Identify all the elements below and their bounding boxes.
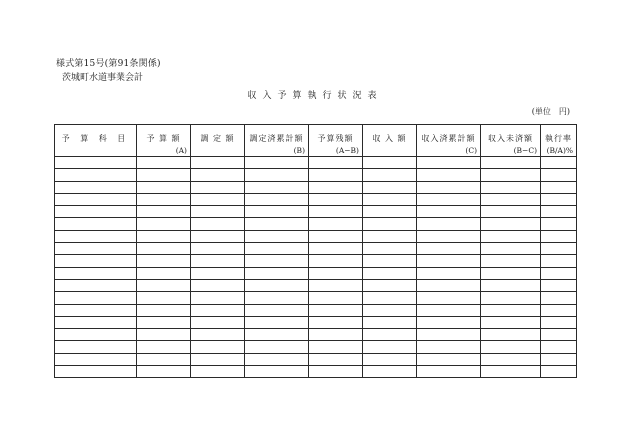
table-cell[interactable] (245, 157, 309, 169)
table-cell[interactable] (363, 279, 417, 291)
table-cell[interactable] (245, 292, 309, 304)
table-cell[interactable] (481, 243, 541, 255)
table-row (55, 243, 577, 255)
table-cell[interactable] (417, 316, 481, 328)
table-cell[interactable] (309, 353, 363, 365)
table-cell[interactable] (55, 218, 137, 230)
table-cell[interactable] (137, 292, 191, 304)
table-cell[interactable] (417, 206, 481, 218)
table-cell[interactable] (137, 193, 191, 205)
table-cell[interactable] (417, 255, 481, 267)
table-cell[interactable] (481, 193, 541, 205)
table-header-row (55, 125, 577, 157)
table-row (55, 255, 577, 267)
column-label: 収入済累計額 (421, 134, 476, 143)
table-cell[interactable] (481, 181, 541, 193)
table-cell[interactable] (191, 218, 245, 230)
header-uncollected-amount (481, 125, 541, 157)
table-cell[interactable] (191, 255, 245, 267)
table-row (55, 169, 577, 181)
table-cell[interactable] (481, 341, 541, 353)
column-sublabel: (B) (293, 146, 305, 155)
table-row (55, 157, 577, 169)
table-cell[interactable] (191, 304, 245, 316)
table-cell[interactable] (191, 243, 245, 255)
table-cell[interactable] (363, 181, 417, 193)
table-cell[interactable] (245, 366, 309, 378)
table-cell[interactable] (363, 243, 417, 255)
table-cell[interactable] (309, 193, 363, 205)
table-cell[interactable] (417, 366, 481, 378)
table-cell[interactable] (191, 279, 245, 291)
column-label: 予算残額 (317, 134, 354, 143)
table-cell[interactable] (191, 267, 245, 279)
column-label: 収 入 額 (372, 134, 407, 143)
table-cell[interactable] (541, 206, 577, 218)
header-revenue-amount (363, 125, 417, 157)
table-cell[interactable] (363, 206, 417, 218)
table-cell[interactable] (191, 206, 245, 218)
table-cell[interactable] (417, 304, 481, 316)
table-cell[interactable] (245, 279, 309, 291)
table-cell[interactable] (363, 255, 417, 267)
table-row (55, 366, 577, 378)
table-cell[interactable] (363, 157, 417, 169)
header-budget-item (55, 125, 137, 157)
table-cell[interactable] (55, 316, 137, 328)
table-row (55, 279, 577, 291)
header-execution-rate (541, 125, 577, 157)
table-cell[interactable] (55, 353, 137, 365)
table-cell[interactable] (55, 279, 137, 291)
table-cell[interactable] (137, 279, 191, 291)
table-cell[interactable] (541, 341, 577, 353)
table-cell[interactable] (309, 292, 363, 304)
table-cell[interactable] (137, 181, 191, 193)
column-label: 調定済累計額 (249, 134, 304, 143)
table-cell[interactable] (481, 267, 541, 279)
table-cell[interactable] (137, 243, 191, 255)
table-cell[interactable] (137, 255, 191, 267)
unit-label: (単位 円) (531, 107, 570, 116)
table-cell[interactable] (55, 206, 137, 218)
table-cell[interactable] (137, 316, 191, 328)
table-cell[interactable] (137, 366, 191, 378)
table-cell[interactable] (541, 292, 577, 304)
table-cell[interactable] (245, 193, 309, 205)
header-assessed-cumulative (245, 125, 309, 157)
table-cell[interactable] (541, 304, 577, 316)
table-cell[interactable] (245, 218, 309, 230)
header-budget-amount (137, 125, 191, 157)
table-cell[interactable] (309, 157, 363, 169)
table-row (55, 230, 577, 242)
table-cell[interactable] (481, 329, 541, 341)
table-row (55, 353, 577, 365)
table-cell[interactable] (55, 267, 137, 279)
table-cell[interactable] (309, 230, 363, 242)
table-cell[interactable] (417, 341, 481, 353)
table-cell[interactable] (309, 316, 363, 328)
table-cell[interactable] (417, 193, 481, 205)
table-cell[interactable] (55, 329, 137, 341)
table-row (55, 267, 577, 279)
table-cell[interactable] (137, 267, 191, 279)
organization-name: 茨城町水道事業会計 (62, 73, 144, 83)
table-cell[interactable] (309, 218, 363, 230)
table-cell[interactable] (363, 304, 417, 316)
table-cell[interactable] (309, 206, 363, 218)
table-cell[interactable] (55, 304, 137, 316)
column-sublabel: (A) (175, 146, 187, 155)
table-cell[interactable] (245, 316, 309, 328)
table-cell[interactable] (191, 329, 245, 341)
table-cell[interactable] (417, 181, 481, 193)
table-cell[interactable] (541, 316, 577, 328)
column-label: 収入未済額 (488, 134, 533, 143)
table-cell[interactable] (363, 292, 417, 304)
header-budget-remaining (309, 125, 363, 157)
table-cell[interactable] (481, 316, 541, 328)
table-cell[interactable] (481, 304, 541, 316)
column-label: 調 定 額 (200, 134, 235, 143)
table-cell[interactable] (417, 353, 481, 365)
table-cell[interactable] (309, 279, 363, 291)
header-revenue-cumulative (417, 125, 481, 157)
table-cell[interactable] (245, 206, 309, 218)
table-cell[interactable] (541, 267, 577, 279)
table-row (55, 316, 577, 328)
table-cell[interactable] (309, 181, 363, 193)
table-cell[interactable] (55, 341, 137, 353)
table-row (55, 292, 577, 304)
table-cell[interactable] (137, 353, 191, 365)
table-cell[interactable] (541, 366, 577, 378)
table-cell[interactable] (481, 292, 541, 304)
table-cell[interactable] (191, 230, 245, 242)
table-cell[interactable] (137, 218, 191, 230)
table-cell[interactable] (541, 243, 577, 255)
header-assessed-amount (191, 125, 245, 157)
table-cell[interactable] (417, 218, 481, 230)
table-row (55, 341, 577, 353)
table-cell[interactable] (417, 243, 481, 255)
table-cell[interactable] (417, 292, 481, 304)
table-cell[interactable] (481, 353, 541, 365)
table-cell[interactable] (245, 341, 309, 353)
table-cell[interactable] (191, 366, 245, 378)
column-label: 予 算 科 目 (61, 134, 130, 143)
table-cell[interactable] (191, 353, 245, 365)
table-cell[interactable] (309, 304, 363, 316)
table-cell[interactable] (541, 181, 577, 193)
table-cell[interactable] (417, 279, 481, 291)
table-cell[interactable] (55, 292, 137, 304)
table-cell[interactable] (309, 243, 363, 255)
table-cell[interactable] (363, 169, 417, 181)
table-cell[interactable] (191, 181, 245, 193)
table-cell[interactable] (363, 329, 417, 341)
table-cell[interactable] (245, 243, 309, 255)
table-cell[interactable] (417, 267, 481, 279)
table-cell[interactable] (417, 329, 481, 341)
table-cell[interactable] (137, 329, 191, 341)
table-cell[interactable] (541, 255, 577, 267)
table-cell[interactable] (137, 157, 191, 169)
table-cell[interactable] (245, 230, 309, 242)
table-cell[interactable] (245, 255, 309, 267)
table-cell[interactable] (541, 230, 577, 242)
table-cell[interactable] (191, 193, 245, 205)
table-cell[interactable] (541, 218, 577, 230)
table-cell[interactable] (541, 353, 577, 365)
table-cell[interactable] (309, 329, 363, 341)
table-cell[interactable] (137, 169, 191, 181)
table-cell[interactable] (541, 279, 577, 291)
column-sublabel: (B−C) (513, 146, 537, 155)
table-cell[interactable] (245, 181, 309, 193)
table-cell[interactable] (481, 279, 541, 291)
table-cell[interactable] (137, 304, 191, 316)
table-cell[interactable] (541, 169, 577, 181)
table-cell[interactable] (363, 267, 417, 279)
table-cell[interactable] (137, 206, 191, 218)
budget-execution-table (54, 124, 577, 378)
table-row (55, 206, 577, 218)
table-cell[interactable] (363, 353, 417, 365)
table-cell[interactable] (245, 267, 309, 279)
column-label: 予 算 額 (146, 134, 181, 143)
table-cell[interactable] (55, 230, 137, 242)
table-cell[interactable] (309, 255, 363, 267)
table-body (55, 157, 577, 378)
table-cell[interactable] (191, 341, 245, 353)
table-cell[interactable] (481, 366, 541, 378)
table-cell[interactable] (363, 366, 417, 378)
table-cell[interactable] (309, 341, 363, 353)
table-cell[interactable] (245, 304, 309, 316)
table-cell[interactable] (55, 366, 137, 378)
table-cell[interactable] (541, 157, 577, 169)
table-row (55, 193, 577, 205)
table-cell[interactable] (417, 157, 481, 169)
table-cell[interactable] (363, 218, 417, 230)
table-cell[interactable] (191, 169, 245, 181)
table-cell[interactable] (481, 157, 541, 169)
table-cell[interactable] (245, 329, 309, 341)
table-cell[interactable] (417, 169, 481, 181)
table-cell[interactable] (363, 230, 417, 242)
column-sublabel: (B/A)% (546, 146, 573, 155)
column-sublabel: (C) (465, 146, 477, 155)
table-cell[interactable] (137, 230, 191, 242)
table-cell[interactable] (55, 157, 137, 169)
table-cell[interactable] (309, 366, 363, 378)
table-cell[interactable] (481, 255, 541, 267)
table-cell[interactable] (191, 292, 245, 304)
table-row (55, 329, 577, 341)
table-cell[interactable] (245, 169, 309, 181)
table-cell[interactable] (417, 230, 481, 242)
table-row (55, 218, 577, 230)
table-cell[interactable] (55, 243, 137, 255)
table-cell[interactable] (363, 316, 417, 328)
table-cell[interactable] (481, 230, 541, 242)
table-cell[interactable] (363, 341, 417, 353)
table-cell[interactable] (481, 218, 541, 230)
table-cell[interactable] (363, 193, 417, 205)
table-cell[interactable] (309, 169, 363, 181)
table-cell[interactable] (55, 255, 137, 267)
table-cell[interactable] (191, 157, 245, 169)
table-cell[interactable] (309, 267, 363, 279)
table-row (55, 304, 577, 316)
table-cell[interactable] (481, 169, 541, 181)
table-cell[interactable] (55, 181, 137, 193)
column-sublabel: (A−B) (335, 146, 359, 155)
table-cell[interactable] (541, 193, 577, 205)
document-title: 収入予算執行状況表 (247, 91, 383, 101)
form-number: 様式第15号(第91条関係) (56, 59, 161, 69)
table-cell[interactable] (245, 353, 309, 365)
table-cell[interactable] (541, 329, 577, 341)
table-cell[interactable] (481, 206, 541, 218)
table-cell[interactable] (55, 169, 137, 181)
table-cell[interactable] (191, 316, 245, 328)
column-label: 執行率 (545, 134, 572, 143)
table-cell[interactable] (137, 341, 191, 353)
table-cell[interactable] (55, 193, 137, 205)
table-row (55, 181, 577, 193)
